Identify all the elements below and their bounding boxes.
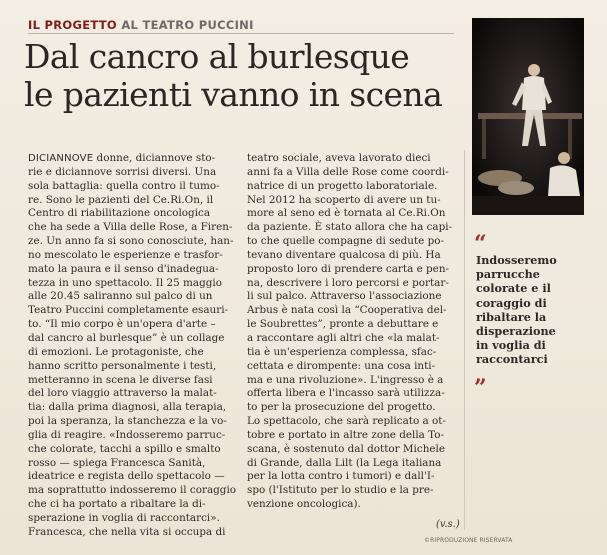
kicker-section: IL PROGETTO [28,18,117,32]
body-text-line: tia è un'esperienza complessa, sfac- [247,345,437,358]
body-text-line: Centro di riabilitazione oncologica [28,207,211,220]
body-text-line: di Grande, dalla Lilt (la Lega italiana [247,456,442,469]
author-signature: (v.s.) [436,519,460,530]
body-text-line: a raccontare agli altri che «la malat- [247,331,440,344]
body-text-line: ze. Un anno fa si sono conosciute, han- [28,235,234,248]
article-headline [24,38,464,114]
pull-quote-line: Indosseremo [476,253,557,267]
body-text-line: DICIANNOVE donne, diciannove sto- [28,152,216,164]
pull-quote-line: parrucche [476,267,540,282]
lead-word: DICIANNOVE [28,153,94,164]
kicker-divider [28,33,454,34]
kicker-subject: AL TEATRO PUCCINI [121,18,254,32]
quote-open-mark: “ [474,231,487,257]
pull-quote-line: coraggio di [476,295,547,310]
body-text-line: per la lotta contro i tumori) e dall'I- [247,470,435,483]
body-text-line: more al seno ed è tornata al Ce.Ri.On [247,207,446,220]
article-column-2 [247,152,459,512]
body-text-line: hanno scritto personalmente i testi, [28,359,217,372]
body-text-line: che ci ha portato a ribaltare la di- [28,498,206,511]
body-text-line: glia di reagire. «Indosseremo parruc- [28,428,226,441]
body-text-line: to per la prosecuzione del progetto. [247,401,436,414]
headline-line-2: le pazienti vanno in scena [24,75,443,114]
pull-quote-line: in voglia di [476,338,546,353]
body-text-line: Arbus è nata così la “Cooperativa del- [247,304,447,317]
body-text-line: tia: dalla prima diagnosi, alla terapia, [28,401,227,414]
body-text-line: poi la speranza, la stanchezza e la vo- [28,415,227,428]
body-text-line: Teatro Puccini completamente esauri- [28,304,229,317]
body-text-line: ma soprattutto indosseremo il coraggio [28,484,237,497]
body-text-line: del loro viaggio attraverso la malat- [28,387,217,400]
body-text-line: teatro sociale, aveva lavorato dieci [247,152,431,164]
body-text-line: no mescolato le esperienze e trasfor- [28,248,223,261]
body-text-line: alle 20.45 saliranno sul palco di un [28,290,213,303]
body-text-line: le Soubrettes”, pronte a debuttare e [247,318,439,331]
body-text-line: sperazione in voglia di raccontarci». [28,511,220,524]
quote-close-mark: ” [474,375,487,401]
copyright-notice: ©RIPRODUZIONE RISERVATA [424,537,513,544]
body-text-line: anni fa a Villa delle Rose come coordi- [247,165,449,178]
body-text-line: Lo spettacolo, che sarà replicato a ot- [247,415,446,428]
body-text-line: ma e una rivoluzione». L'ingresso è a [247,373,444,386]
article-column-1 [28,152,242,540]
article-kicker [28,18,254,32]
body-text-line: Francesca, che nella vita si occupa di [28,525,226,538]
body-text-line: tobre e portato in altre zone della To- [247,428,445,441]
body-text-line: che colorate, tacchi a spillo e smalto [28,442,221,455]
pull-quote-line: colorate e il [476,281,551,296]
body-text-line: ideatrice e regista dello spettacolo — [28,470,225,483]
body-text-line: to che quelle compagne di sedute po- [247,235,445,248]
pull-quote-line: raccontarci [476,352,548,367]
body-text-line: proposto loro di prendere carta e pen- [247,262,450,275]
body-text-line: dal cancro al burlesque” è un collage [28,331,225,344]
body-text-line: cettata e dirompente: una cosa inti- [247,359,436,372]
pull-quote-line: disperazione [476,324,556,339]
body-text-line: tezza in uno spettacolo. Il 25 maggio [28,276,222,289]
body-text-line: tevano diventare qualcosa di più. Ha [247,248,441,261]
body-text-line: re. Sono le pazienti del Ce.Ri.On, il [28,193,214,206]
body-text-line: metteranno in scena le diverse fasi [28,373,213,386]
body-text-line: rosso — spiega Francesca Sanità, [28,456,206,469]
stage-photo [472,18,584,215]
pull-quote [476,253,596,367]
body-text-line: mato la paura e il senso d'inadegua- [28,262,219,275]
body-text-line: to. “Il mio corpo è un'opera d'arte – [28,318,216,331]
body-text-line: rie e diciannove sorrisi diversi. Una [28,165,217,178]
body-text-line: natrice di un progetto laboratoriale. [247,179,438,192]
body-text-line: offerta libera e l'incasso sarà utilizza- [247,387,445,400]
sidebar-divider [464,150,465,530]
body-text-line: spo (l'Istituto per lo studio e la pre- [247,484,434,497]
body-text-line: scana, è sostenuto dal dottor Michele [247,442,446,455]
body-text-line: che ha sede a Villa delle Rose, a Firen- [28,221,233,234]
stage-photo-illustration [472,18,584,215]
body-text-line: venzione oncologica). [247,498,361,511]
headline-line-1: Dal cancro al burlesque [24,37,410,76]
body-text-line: da paziente. È stato allora che ha capi- [247,221,453,234]
body-text-line: Nel 2012 ha scoperto di avere un tu- [247,193,441,206]
body-text-line: sola battaglia: quella contro il tumo- [28,179,220,192]
body-text-line: di emozioni. Le protagoniste, che [28,345,204,358]
body-text-line: li sul palco. Attraverso l'associazione [247,290,442,303]
pull-quote-line: ribaltare la [476,309,547,324]
body-text-line: na, descrivere i loro percorsi e portar- [247,276,449,289]
